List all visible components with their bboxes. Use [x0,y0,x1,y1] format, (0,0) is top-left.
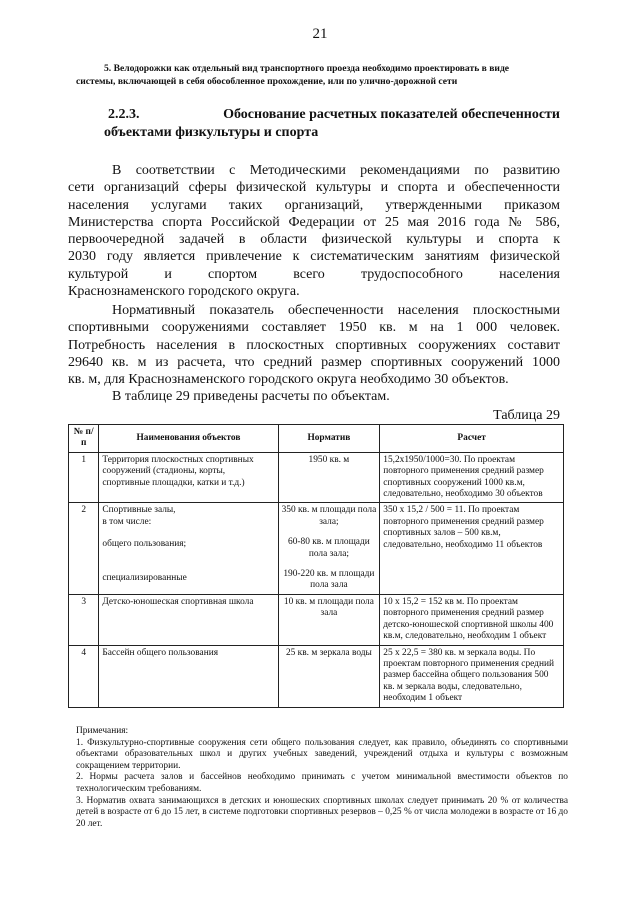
table-title: Таблица 29 [493,408,560,423]
paragraph-line: В соответствии с Методическими рекомендациями по развитию [112,163,560,178]
row-name-part: в том числе: [102,516,152,527]
row-name: Бассейн общего пользования [99,645,278,707]
page-number: 21 [312,26,328,42]
paragraph-3 [68,388,560,405]
row-num: 1 [69,452,99,503]
header-name: Наименования объектов [99,425,278,453]
row-name: Территория плоскостных спортивных сооружений (стадионы, корты, спортивные площадки, катки и т.д.) [99,452,278,503]
paragraph-line: Потребность населения в плоскостных спортивных сооружениях составит [68,337,560,353]
row-calc: 10 х 15,2 = 152 кв м. По проектам повторного применения средний размер детско-юношеской спортивной школы 400 кв.м, следовательно, необходим 1 объект [380,594,564,645]
paragraph-line: населения услугами таких организаций, утвержденными приказом [68,197,560,213]
row-name [99,503,278,594]
notes [76,726,568,830]
paragraph-1 [68,162,560,300]
note-item: 3. Норматив охвата занимающихся в детских и юношеских спортивных школах следует принимать 20 % от количества детей в возрасте от 6 до 15 лет, в системе подготовки спортивных резервов – 0,25 % от числа молодежи в возрасте от 16 до 20 лет. [76,795,568,829]
paragraph-line: Министерства спорта Российской Федерации от 25 мая 2016 года № 586, [68,214,560,230]
paragraph-line: Краснознаменского городского округа. [68,284,300,300]
paragraph-line: 2030 году является привлечение к систематическим занятиям физической [68,249,560,265]
section-heading-line-1: Обоснование расчетных показателей обеспеченности [223,107,560,122]
notes-title: Примечания: [76,726,129,736]
paragraph-line: Нормативный показатель обеспеченности населения плоскостными [112,303,560,318]
row-norm [278,503,380,594]
row-name-part: специализированные [102,572,187,583]
section-number: 2.2.3. [108,107,140,122]
section-heading [104,106,560,142]
table-header-row [69,425,564,453]
paragraph-line: спортивными сооружениями составляет 1950 кв. м на 1 000 человек. [68,320,560,336]
paragraph-line: кв. м, для Краснознаменского городского округа необходимо 30 объектов. [68,372,509,388]
table-row [69,594,564,645]
row-calc: 25 х 22,5 = 380 кв. м зеркала воды. По проектам повторного применения средний размер бассейна общего пользования 500 кв. м зеркала воды, следовательно, необходим 1 объект [380,645,564,707]
row-norm-part: 60-80 кв. м площади пола зала; [288,537,370,559]
paragraph-2 [68,302,560,388]
row-num: 4 [69,645,99,707]
table-row [69,503,564,594]
row-norm: 1950 кв. м [278,452,380,503]
top-note [76,62,568,88]
norms-table [68,424,564,708]
row-num: 3 [69,594,99,645]
note-item: 1. Физкультурно-спортивные сооружения сети общего пользования следует, как правило, объединять со спортивными объектами образовательных школ и других учебных заведений, учреждений отдыха и культуры с возможным сокращением территории. [76,737,568,771]
header-num: № п/п [69,425,99,453]
table-row [69,645,564,707]
row-norm-part: 350 кв. м площади пола зала; [281,505,377,527]
row-norm: 25 кв. м зеркала воды [278,645,380,707]
row-name-part: Спортивные залы, [102,505,176,516]
paragraph-line: культурой и спортом всего трудоспособного населения [68,266,560,282]
header-norm: Норматив [278,425,380,453]
row-calc: 15,2х1950/1000=30. По проектам повторного применения средний размер спортивных сооружений 1000 кв.м, следовательно, необходимо 30 объектов [380,452,564,503]
section-heading-line-2: объектами физкультуры и спорта [104,125,319,140]
row-norm-part: 190-220 кв. м площади пола зала [283,569,375,591]
note-item: 2. Нормы расчета залов и бассейнов необходимо принимать с учетом минимальной вместимости объектов по технологическим требованиям. [76,772,568,794]
paragraph-line: В таблице 29 приведены расчеты по объектам. [112,389,390,404]
paragraph-line: сети организаций сферы физической культуры и спорта и обеспеченности [68,180,560,196]
row-num: 2 [69,503,99,594]
paragraph-line: первоочередной задачей в области физической культуры и спорта к [68,232,560,248]
row-calc: 350 х 15,2 / 500 = 11. По проектам повторного применения средний размер спортивных залов – 500 кв.м, следовательно, необходимо 11 объектов [380,503,564,594]
top-note-line-2: системы, включающей в себя обособленное прохождение, или по улично-дорожной сети [76,76,458,87]
row-name: Детско-юношеская спортивная школа [99,594,278,645]
top-note-line-1: 5. Велодорожки как отдельный вид транспортного проезда необходимо проектировать в виде [104,63,510,74]
table-row [69,452,564,503]
row-name-part: общего пользования; [102,539,187,550]
paragraph-line: 29640 кв. м из расчета, что средний размер спортивных сооружений 1000 [68,354,560,370]
header-calc: Расчет [380,425,564,453]
row-norm: 10 кв. м площади пола зала [278,594,380,645]
